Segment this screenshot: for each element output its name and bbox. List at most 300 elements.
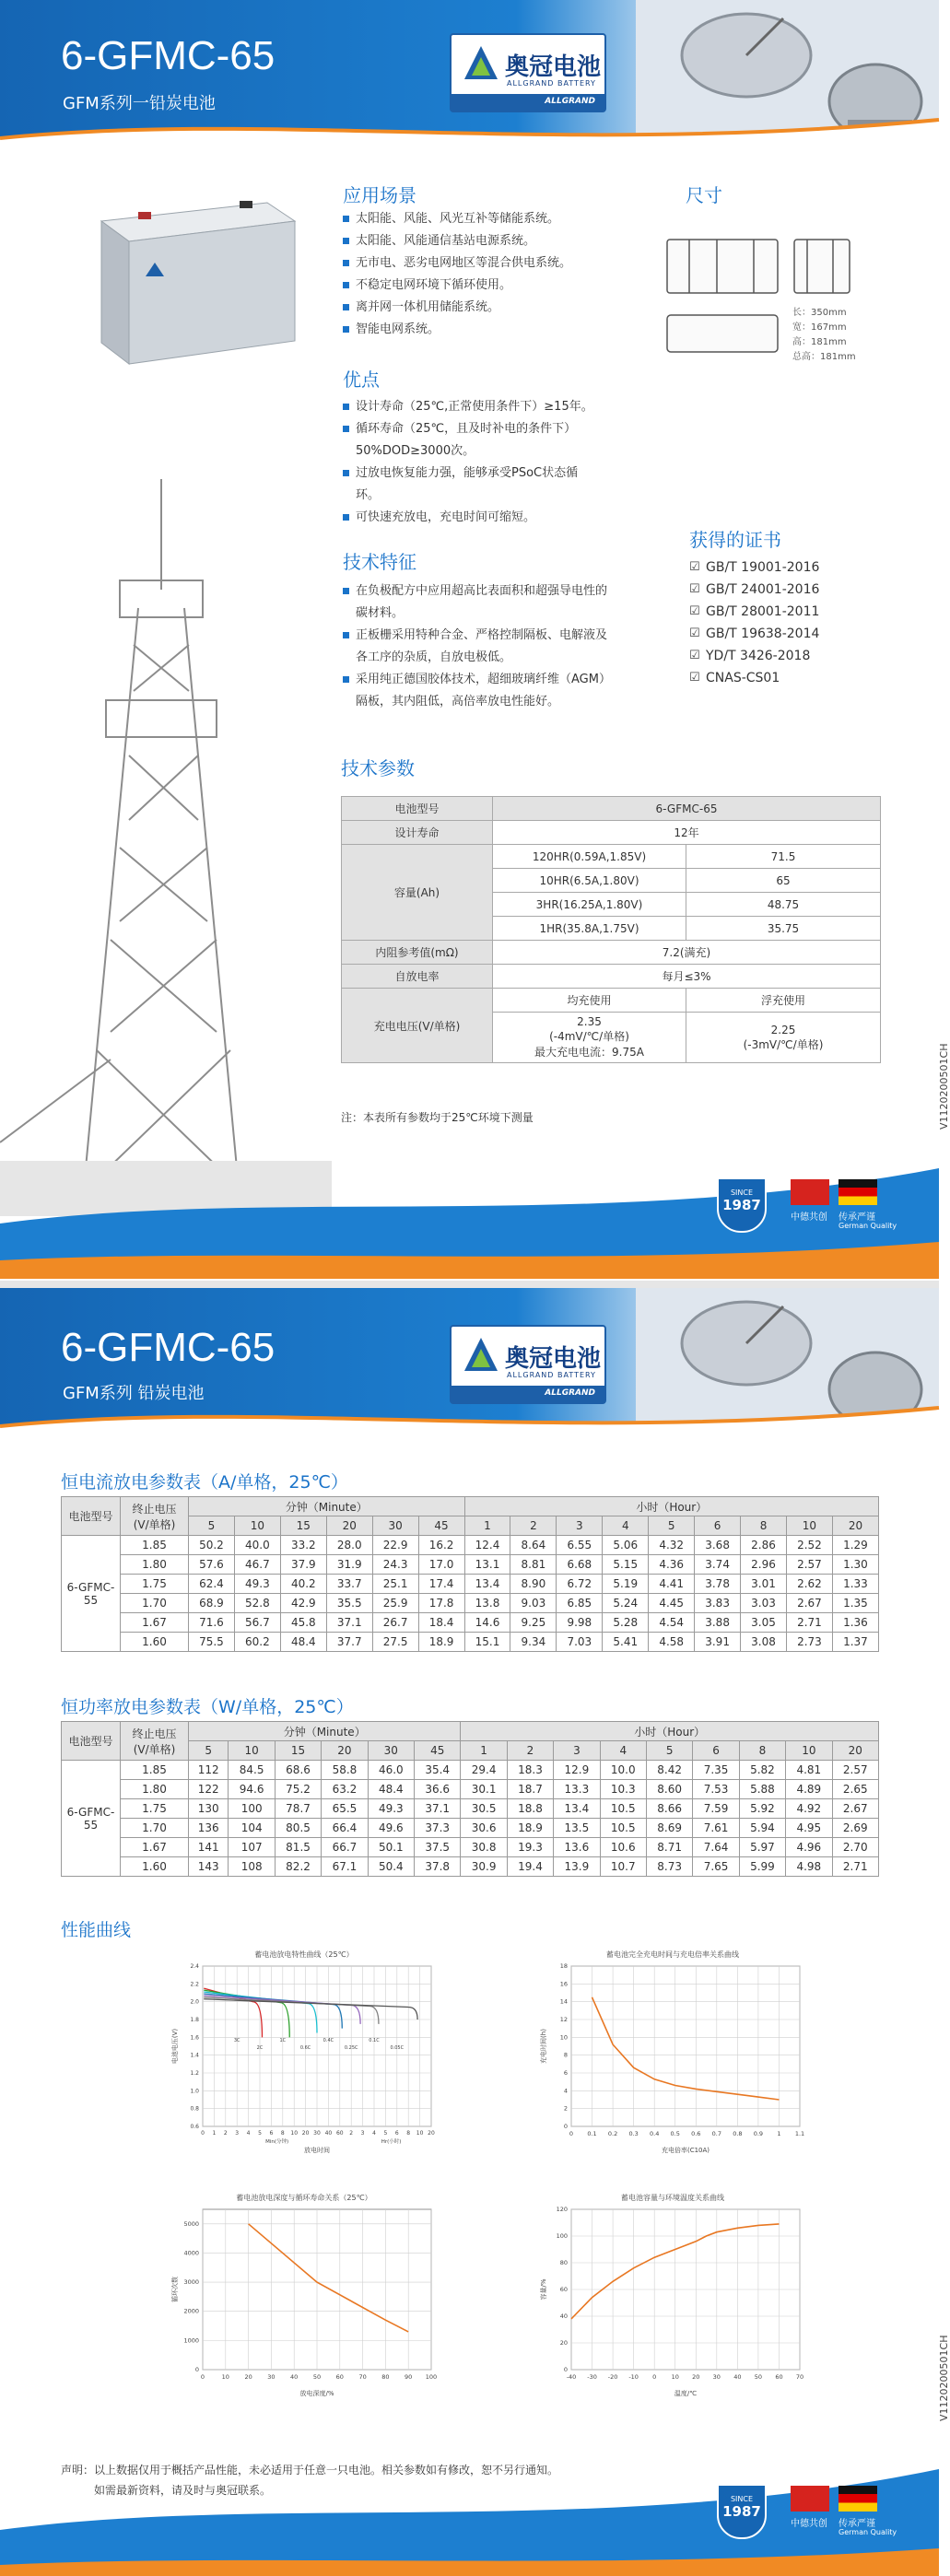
x-tick-label: 20 bbox=[428, 2130, 435, 2137]
logo-mark-icon bbox=[463, 44, 499, 81]
y-tick-label: 2.0 bbox=[190, 1998, 199, 2006]
list-item: 碳材料。 bbox=[356, 606, 405, 620]
value-cell: 46.7 bbox=[234, 1555, 280, 1575]
value-cell: 13.4 bbox=[554, 1799, 600, 1819]
time-column-header: 20 bbox=[832, 1741, 878, 1761]
certificates-title: 获得的证书 bbox=[689, 529, 781, 551]
value-cell: 13.8 bbox=[464, 1594, 510, 1613]
value-cell: 37.1 bbox=[415, 1799, 461, 1819]
advantages-list bbox=[343, 396, 593, 529]
list-item: 循环寿命（25℃，且及时补电的条件下） bbox=[343, 418, 593, 440]
voltage-cell: 1.80 bbox=[121, 1555, 189, 1575]
time-column-header: 20 bbox=[322, 1741, 368, 1761]
x-tick-label: 2 bbox=[349, 2130, 354, 2137]
value-cell: 68.6 bbox=[275, 1761, 321, 1780]
value-cell: 9.98 bbox=[557, 1613, 603, 1633]
life-value: 12年 bbox=[493, 821, 881, 845]
value-cell: 9.34 bbox=[510, 1633, 557, 1652]
value-cell: 18.8 bbox=[507, 1799, 553, 1819]
y-tick-label: 2.2 bbox=[190, 1981, 199, 1988]
y-tick-label: 1.4 bbox=[190, 2052, 199, 2059]
value-cell: 19.3 bbox=[507, 1838, 553, 1857]
value-cell: 7.53 bbox=[693, 1780, 739, 1799]
value-cell: 10.5 bbox=[600, 1819, 646, 1838]
value-cell: 8.60 bbox=[646, 1780, 692, 1799]
y-tick-label: 12 bbox=[559, 2016, 568, 2023]
value-cell: 7.61 bbox=[693, 1819, 739, 1838]
time-column-header: 3 bbox=[557, 1516, 603, 1536]
list-item: 环。 bbox=[356, 488, 381, 502]
value-cell: 6.55 bbox=[557, 1536, 603, 1555]
x-tick-label: 40 bbox=[733, 2373, 742, 2381]
voltage-cell: 1.80 bbox=[121, 1780, 189, 1799]
list-item: 50%DOD≥3000次。 bbox=[356, 444, 475, 458]
value-cell: 3.03 bbox=[741, 1594, 787, 1613]
value-cell: 2.69 bbox=[832, 1819, 878, 1838]
time-column-header: 5 bbox=[189, 1741, 229, 1761]
list-item: 各工序的杂质，自放电极低。 bbox=[356, 650, 512, 664]
value-cell: 3.68 bbox=[695, 1536, 741, 1555]
value-cell: 10.7 bbox=[600, 1857, 646, 1877]
voltage-cell: 1.75 bbox=[121, 1575, 189, 1594]
value-cell: 29.4 bbox=[461, 1761, 507, 1780]
chart-svg bbox=[166, 2189, 442, 2401]
x-tick-label: 0 bbox=[201, 2130, 205, 2137]
time-column-header: 5 bbox=[649, 1516, 695, 1536]
value-cell: 3.05 bbox=[741, 1613, 787, 1633]
list-item: ☑ CNAS-CS01 bbox=[689, 667, 819, 689]
value-cell: 5.24 bbox=[603, 1594, 649, 1613]
x-tick-label: 3 bbox=[360, 2130, 365, 2137]
table-row bbox=[342, 989, 881, 1013]
certificates-list bbox=[689, 556, 819, 689]
x-tick-label: 0.8 bbox=[733, 2130, 743, 2137]
value-cell: 4.36 bbox=[649, 1555, 695, 1575]
table-row bbox=[62, 1761, 879, 1780]
series-label: 3C bbox=[233, 2038, 240, 2044]
features-list bbox=[343, 580, 611, 713]
hour-group-header: 小时（Hour） bbox=[461, 1722, 879, 1741]
value-cell: 7.03 bbox=[557, 1633, 603, 1652]
x-tick-label: 20 bbox=[692, 2373, 700, 2381]
list-item: 正板栅采用特种合金、严格控制隔板、电解液及 bbox=[343, 625, 611, 647]
value-cell: 37.3 bbox=[415, 1819, 461, 1838]
voltage-cell: 1.85 bbox=[121, 1761, 189, 1780]
value-cell: 56.7 bbox=[234, 1613, 280, 1633]
time-column-header: 15 bbox=[280, 1516, 326, 1536]
applications-list bbox=[343, 208, 571, 341]
x-tick-label: 2 bbox=[223, 2130, 228, 2137]
x-tick-label: 1 bbox=[777, 2130, 781, 2137]
footer-cn-2: 传承严谨 bbox=[839, 2519, 875, 2529]
value-cell: 68.9 bbox=[189, 1594, 235, 1613]
y-tick-label: 16 bbox=[559, 1980, 568, 1988]
value-cell: 13.3 bbox=[554, 1780, 600, 1799]
chart-title: 蓄电池容量与环境温度关系曲线 bbox=[621, 2194, 724, 2202]
x-tick-label: 10 bbox=[290, 2130, 299, 2137]
x-tick-label: 0.7 bbox=[711, 2130, 721, 2137]
y-tick-label: 2.4 bbox=[190, 1963, 199, 1970]
voltage-cell: 1.60 bbox=[121, 1857, 189, 1877]
table-row bbox=[62, 1857, 879, 1877]
value-cell: 5.88 bbox=[739, 1780, 785, 1799]
table-row bbox=[62, 1780, 879, 1799]
value-cell: 30.6 bbox=[461, 1819, 507, 1838]
germany-flag-icon bbox=[839, 1179, 877, 1205]
minute-group-header: 分钟（Minute） bbox=[189, 1497, 465, 1516]
list-item: ☑ GB/T 28001-2011 bbox=[689, 601, 819, 623]
since-text: SINCE bbox=[730, 1188, 754, 1197]
cc-table-title: 恒电流放电参数表（A/单格，25℃） bbox=[61, 1472, 348, 1493]
product-subtitle: GFM系列 铅炭电池 bbox=[63, 1384, 205, 1403]
time-column-header: 1 bbox=[461, 1741, 507, 1761]
x-tick-label: 90 bbox=[405, 2373, 413, 2381]
value-cell: 2.70 bbox=[832, 1838, 878, 1857]
list-item: 隔板，其内阻低，高倍率放电性能好。 bbox=[356, 695, 560, 708]
y-axis-label: 充电时间(h) bbox=[540, 2029, 547, 2064]
value-cell: 31.9 bbox=[326, 1555, 372, 1575]
x-tick-label: 8 bbox=[280, 2130, 285, 2137]
y-tick-label: 100 bbox=[556, 2232, 568, 2240]
value-cell: 7.64 bbox=[693, 1838, 739, 1857]
tech-params-title: 技术参数 bbox=[341, 757, 415, 779]
value-cell: 4.98 bbox=[786, 1857, 832, 1877]
time-column-header: 30 bbox=[368, 1741, 414, 1761]
value-cell: 8.42 bbox=[646, 1761, 692, 1780]
y-tick-label: 0 bbox=[563, 2366, 568, 2373]
x-tick-label: 0.1 bbox=[587, 2130, 597, 2137]
table-row bbox=[62, 1799, 879, 1819]
value-cell: 13.5 bbox=[554, 1819, 600, 1838]
value-cell: 5.28 bbox=[603, 1613, 649, 1633]
value-cell: 62.4 bbox=[189, 1575, 235, 1594]
y-tick-label: 40 bbox=[559, 2313, 568, 2320]
y-tick-label: 20 bbox=[559, 2339, 568, 2347]
value-cell: 46.0 bbox=[368, 1761, 414, 1780]
voltage-cell: 1.85 bbox=[121, 1536, 189, 1555]
charge-label: 充电电压(V/单格) bbox=[342, 989, 493, 1063]
value-cell: 4.92 bbox=[786, 1799, 832, 1819]
value-cell: 52.8 bbox=[234, 1594, 280, 1613]
value-cell: 8.90 bbox=[510, 1575, 557, 1594]
value-cell: 81.5 bbox=[275, 1838, 321, 1857]
value-cell: 60.2 bbox=[234, 1633, 280, 1652]
float-values bbox=[686, 1013, 881, 1063]
voltage-header-text: 终止电压 bbox=[132, 1502, 177, 1516]
series-label: 2C bbox=[256, 2044, 264, 2051]
value-cell: 82.2 bbox=[275, 1857, 321, 1877]
value-cell: 18.9 bbox=[418, 1633, 464, 1652]
footer bbox=[0, 1159, 939, 1279]
value-cell: 65.5 bbox=[322, 1799, 368, 1819]
product-title: 6-GFMC-65 bbox=[61, 33, 276, 78]
float-coefficient: (-3mV/℃/单格) bbox=[743, 1037, 824, 1051]
value-cell: 1.33 bbox=[832, 1575, 878, 1594]
value-cell: 2.67 bbox=[832, 1799, 878, 1819]
value-cell: 5.82 bbox=[739, 1761, 785, 1780]
footer-en: German Quality bbox=[839, 2528, 897, 2536]
x-tick-label: -40 bbox=[566, 2373, 577, 2381]
doc-code: V1120200501CH bbox=[938, 2335, 950, 2421]
brand-logo bbox=[450, 33, 606, 112]
time-column-header: 5 bbox=[646, 1741, 692, 1761]
x-tick-label: 0.3 bbox=[628, 2130, 639, 2137]
since-badge bbox=[717, 2484, 767, 2539]
voltage-cell: 1.75 bbox=[121, 1799, 189, 1819]
header bbox=[0, 1288, 939, 1426]
series-label: 0.6C bbox=[299, 2044, 311, 2051]
y-tick-label: 1.0 bbox=[190, 2088, 199, 2095]
value-cell: 36.6 bbox=[415, 1780, 461, 1799]
value-cell: 8.71 bbox=[646, 1838, 692, 1857]
series-label: 1C bbox=[279, 2038, 287, 2044]
plot-area bbox=[571, 1966, 800, 2126]
y-tick-label: 18 bbox=[559, 1962, 568, 1970]
table-row bbox=[62, 1536, 879, 1555]
value-cell: 13.4 bbox=[464, 1575, 510, 1594]
y-tick-label: 6 bbox=[563, 2069, 568, 2077]
x-tick-label: 50 bbox=[754, 2373, 763, 2381]
time-column-header: 45 bbox=[418, 1516, 464, 1536]
equalize-coefficient: (-4mV/℃/单格) bbox=[549, 1030, 629, 1043]
value-cell: 12.4 bbox=[464, 1536, 510, 1555]
x-tick-label: 10 bbox=[416, 2130, 424, 2137]
list-item: ☑ GB/T 19638-2014 bbox=[689, 623, 819, 645]
value-cell: 5.97 bbox=[739, 1838, 785, 1857]
voltage-column-header bbox=[121, 1722, 189, 1761]
value-cell: 143 bbox=[189, 1857, 229, 1877]
value-cell: 84.5 bbox=[229, 1761, 275, 1780]
value-cell: 10.0 bbox=[600, 1761, 646, 1780]
value-cell: 50.4 bbox=[368, 1857, 414, 1877]
table-row bbox=[62, 1819, 879, 1838]
value-cell: 1.36 bbox=[832, 1613, 878, 1633]
list-item: 采用纯正德国胶体技术，超细玻璃纤维（AGM） bbox=[343, 669, 611, 691]
series-label: 0.1C bbox=[369, 2038, 380, 2044]
chart-title: 蓄电池放电特性曲线（25℃） bbox=[254, 1950, 354, 1959]
list-item: 设计寿命（25℃,正常使用条件下）≥15年。 bbox=[343, 396, 593, 418]
value-cell: 4.41 bbox=[649, 1575, 695, 1594]
value-cell: 100 bbox=[229, 1799, 275, 1819]
capacity-condition: 120HR(0.59A,1.85V) bbox=[493, 845, 686, 869]
x-tick-label: 0 bbox=[652, 2373, 657, 2381]
cp-table-title: 恒功率放电参数表（W/单格，25℃） bbox=[61, 1697, 354, 1717]
value-cell: 5.15 bbox=[603, 1555, 649, 1575]
value-cell: 8.73 bbox=[646, 1857, 692, 1877]
value-cell: 28.0 bbox=[326, 1536, 372, 1555]
list-item: ☑ YD/T 3426-2018 bbox=[689, 645, 819, 667]
voltage-cell: 1.60 bbox=[121, 1633, 189, 1652]
x-tick-label: 40 bbox=[290, 2373, 299, 2381]
value-cell: 1.29 bbox=[832, 1536, 878, 1555]
x-tick-label: 70 bbox=[795, 2373, 804, 2381]
y-tick-label: 1.6 bbox=[190, 2034, 199, 2042]
value-cell: 30.1 bbox=[461, 1780, 507, 1799]
value-cell: 75.2 bbox=[275, 1780, 321, 1799]
y-tick-label: 4000 bbox=[183, 2249, 199, 2257]
x-tick-label: 4 bbox=[246, 2130, 251, 2137]
time-column-header: 10 bbox=[786, 1516, 832, 1536]
x-tick-label: 50 bbox=[312, 2373, 322, 2381]
value-cell: 2.62 bbox=[786, 1575, 832, 1594]
x-tick-label: 8 bbox=[406, 2130, 411, 2137]
y-tick-label: 1.8 bbox=[190, 2017, 199, 2023]
value-cell: 35.4 bbox=[415, 1761, 461, 1780]
voltage-header-unit: (V/单格) bbox=[133, 1742, 176, 1756]
constant-power-table bbox=[61, 1721, 879, 1877]
value-cell: 3.08 bbox=[741, 1633, 787, 1652]
total-height-value: 总高：181mm bbox=[792, 352, 856, 362]
voltage-cell: 1.67 bbox=[121, 1613, 189, 1633]
value-cell: 130 bbox=[189, 1799, 229, 1819]
value-cell: 40.0 bbox=[234, 1536, 280, 1555]
capacity-value: 48.75 bbox=[686, 893, 881, 917]
life-label: 设计寿命 bbox=[342, 821, 493, 845]
disclaimer-line-1: 声明：以上数据仅用于概括产品性能，未必适用于任意一只电池。相关参数如有修改，恕不另行通知。 bbox=[61, 2464, 559, 2476]
series-label: 0.4C bbox=[323, 2038, 334, 2044]
value-cell: 9.25 bbox=[510, 1613, 557, 1633]
value-cell: 42.9 bbox=[280, 1594, 326, 1613]
value-cell: 49.6 bbox=[368, 1819, 414, 1838]
time-column-header: 8 bbox=[741, 1516, 787, 1536]
value-cell: 10.3 bbox=[600, 1780, 646, 1799]
value-cell: 18.7 bbox=[507, 1780, 553, 1799]
value-cell: 26.7 bbox=[372, 1613, 418, 1633]
time-column-header: 6 bbox=[693, 1741, 739, 1761]
chart-title: 蓄电池完全充电时间与充电倍率关系曲线 bbox=[606, 1950, 739, 1959]
width-value: 宽：167mm bbox=[792, 322, 847, 333]
x-tick-label: 4 bbox=[372, 2130, 376, 2137]
value-cell: 2.71 bbox=[786, 1613, 832, 1633]
value-cell: 80.5 bbox=[275, 1819, 321, 1838]
value-cell: 6.72 bbox=[557, 1575, 603, 1594]
x-tick-label: 1.1 bbox=[794, 2130, 805, 2137]
height-value: 高：181mm bbox=[792, 337, 847, 347]
logo-brand-text: 奥冠电池 bbox=[505, 1345, 602, 1373]
value-cell: 5.19 bbox=[603, 1575, 649, 1594]
time-column-header: 6 bbox=[695, 1516, 741, 1536]
capacity-condition: 3HR(16.25A,1.80V) bbox=[493, 893, 686, 917]
time-column-header: 10 bbox=[229, 1741, 275, 1761]
value-cell: 4.58 bbox=[649, 1633, 695, 1652]
value-cell: 1.30 bbox=[832, 1555, 878, 1575]
value-cell: 13.9 bbox=[554, 1857, 600, 1877]
footer-cn-1: 中德共创 bbox=[791, 2519, 827, 2529]
value-cell: 37.9 bbox=[280, 1555, 326, 1575]
time-column-header: 1 bbox=[464, 1516, 510, 1536]
value-cell: 8.64 bbox=[510, 1536, 557, 1555]
equalize-label: 均充使用 bbox=[493, 989, 686, 1013]
capacity-label: 容量(Ah) bbox=[342, 845, 493, 941]
x-tick-label: 0.5 bbox=[670, 2130, 680, 2137]
time-column-header: 15 bbox=[275, 1741, 321, 1761]
features-title: 技术特征 bbox=[343, 551, 416, 573]
capacity-value: 65 bbox=[686, 869, 881, 893]
value-cell: 6.68 bbox=[557, 1555, 603, 1575]
value-cell: 5.41 bbox=[603, 1633, 649, 1652]
value-cell: 4.54 bbox=[649, 1613, 695, 1633]
y-tick-label: 5000 bbox=[183, 2219, 199, 2228]
constant-current-table bbox=[61, 1496, 879, 1652]
applications-title: 应用场景 bbox=[343, 184, 416, 206]
logo-strip-text: ALLGRAND bbox=[545, 1388, 595, 1398]
y-tick-label: 80 bbox=[559, 2259, 568, 2266]
voltage-cell: 1.67 bbox=[121, 1838, 189, 1857]
size-title: 尺寸 bbox=[686, 184, 722, 206]
x-tick-label: 10 bbox=[671, 2373, 679, 2381]
chart-title: 蓄电池放电深度与循环寿命关系（25℃） bbox=[236, 2194, 372, 2202]
value-cell: 18.3 bbox=[507, 1761, 553, 1780]
logo-brand-en: ALLGRAND BATTERY bbox=[507, 1371, 596, 1379]
value-cell: 49.3 bbox=[234, 1575, 280, 1594]
x-tick-label: 6 bbox=[394, 2130, 399, 2137]
list-item: ☑ GB/T 24001-2016 bbox=[689, 579, 819, 601]
value-cell: 37.7 bbox=[326, 1633, 372, 1652]
value-cell: 30.9 bbox=[461, 1857, 507, 1877]
list-item: 过放电恢复能力强，能够承受PSoC状态循 bbox=[343, 463, 593, 485]
since-badge bbox=[717, 1177, 767, 1233]
value-cell: 2.57 bbox=[786, 1555, 832, 1575]
value-cell: 3.83 bbox=[695, 1594, 741, 1613]
value-cell: 3.91 bbox=[695, 1633, 741, 1652]
value-cell: 25.9 bbox=[372, 1594, 418, 1613]
model-value: 6-GFMC-65 bbox=[493, 797, 881, 821]
x-tick-label: 70 bbox=[358, 2373, 367, 2381]
value-cell: 14.6 bbox=[464, 1613, 510, 1633]
value-cell: 58.8 bbox=[322, 1761, 368, 1780]
capacity-value: 71.5 bbox=[686, 845, 881, 869]
list-item: 在负极配方中应用超高比表面积和超强导电性的 bbox=[343, 580, 611, 603]
charge-time-chart bbox=[534, 1946, 811, 2158]
tech-params-table bbox=[341, 796, 881, 1063]
since-year: 1987 bbox=[722, 1197, 761, 1213]
disclaimer-line-2: 如需最新资料，请及时与奥冠联系。 bbox=[94, 2484, 272, 2497]
value-cell: 2.57 bbox=[832, 1761, 878, 1780]
dimensions-text bbox=[792, 306, 856, 365]
value-cell: 63.2 bbox=[322, 1780, 368, 1799]
table-row bbox=[62, 1594, 879, 1613]
doc-code: V1120200501CH bbox=[938, 1043, 950, 1130]
y-tick-label: 120 bbox=[556, 2206, 568, 2213]
value-cell: 6.85 bbox=[557, 1594, 603, 1613]
y-tick-label: 2000 bbox=[183, 2307, 199, 2315]
table-row bbox=[62, 1575, 879, 1594]
brand-logo bbox=[450, 1325, 606, 1404]
value-cell: 2.52 bbox=[786, 1536, 832, 1555]
hour-group-header: 小时（Hour） bbox=[464, 1497, 878, 1516]
y-tick-label: 1000 bbox=[183, 2336, 199, 2345]
value-cell: 71.6 bbox=[189, 1613, 235, 1633]
value-cell: 67.1 bbox=[322, 1857, 368, 1877]
time-column-header: 5 bbox=[189, 1516, 235, 1536]
voltage-cell: 1.70 bbox=[121, 1594, 189, 1613]
page-2 bbox=[0, 1288, 950, 2576]
value-cell: 5.94 bbox=[739, 1819, 785, 1838]
value-cell: 30.8 bbox=[461, 1838, 507, 1857]
length-value: 长：350mm bbox=[792, 308, 847, 318]
resistance-label: 内阻参考值(mΩ) bbox=[342, 941, 493, 965]
x-minute-label: Min(分钟) bbox=[265, 2139, 289, 2145]
value-cell: 24.3 bbox=[372, 1555, 418, 1575]
value-cell: 16.2 bbox=[418, 1536, 464, 1555]
table-row bbox=[342, 821, 881, 845]
x-tick-label: 60 bbox=[775, 2373, 783, 2381]
since-year: 1987 bbox=[722, 2503, 761, 2520]
time-column-header: 10 bbox=[786, 1741, 832, 1761]
value-cell: 5.06 bbox=[603, 1536, 649, 1555]
list-item: 智能电网系统。 bbox=[343, 319, 571, 341]
time-column-header: 45 bbox=[415, 1741, 461, 1761]
